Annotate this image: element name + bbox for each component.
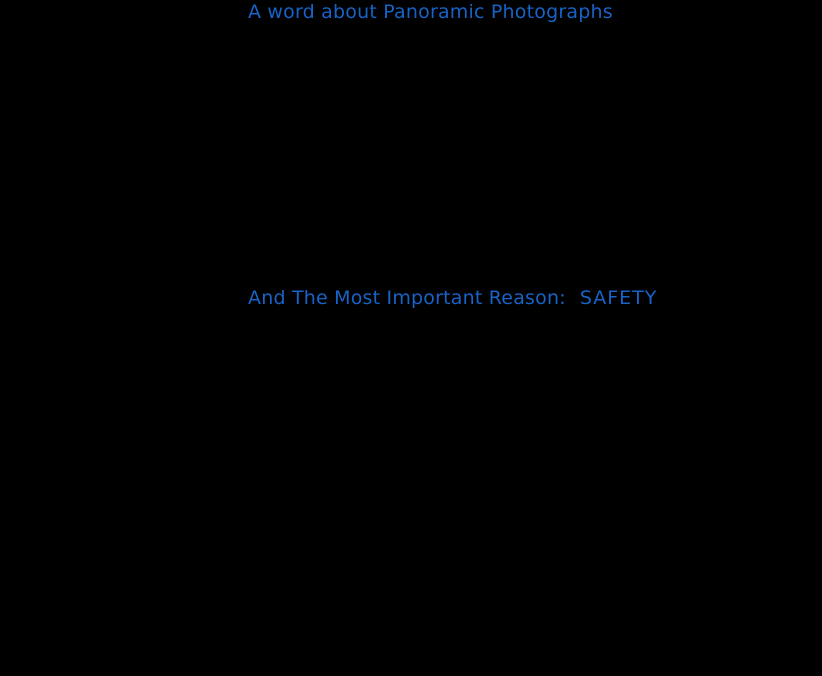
slide-reason-label: And The Most Important Reason: (248, 287, 566, 309)
slide-heading: A word about Panoramic Photographs (248, 1, 613, 23)
slide-reason-line (248, 286, 657, 310)
slide-reason-emphasis: SAFETY (579, 287, 658, 309)
